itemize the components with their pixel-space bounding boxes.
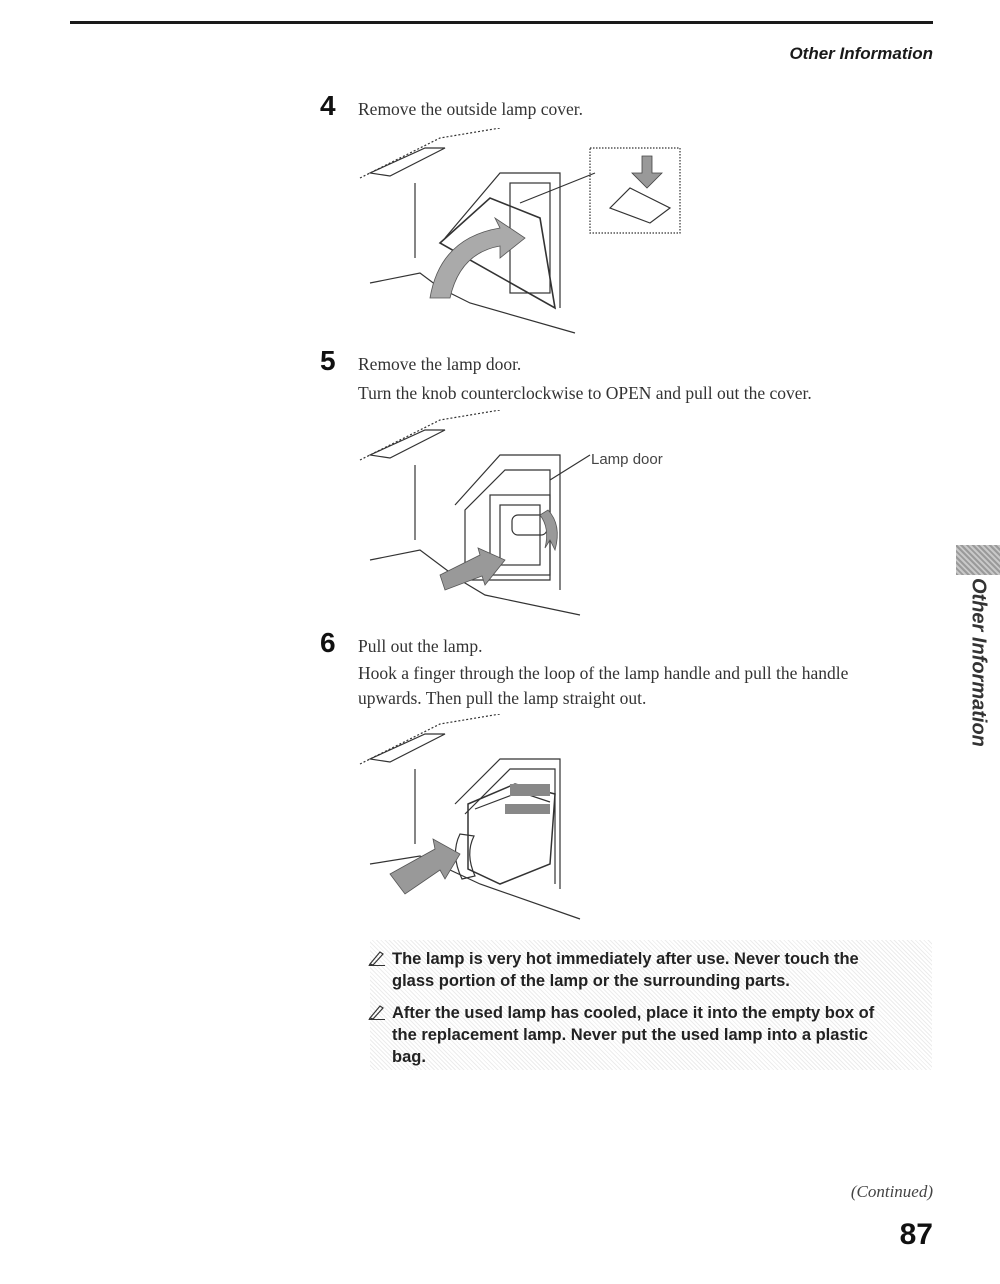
figure-pull-out-lamp xyxy=(350,714,690,944)
section-header: Other Information xyxy=(789,44,933,63)
caution-note-1-line1: The lamp is very hot immediately after use. Never touch the xyxy=(392,950,859,968)
step-6-title: Pull out the lamp. xyxy=(358,636,483,656)
caution-note-2-line2: the replacement lamp. Never put the used lamp into a plastic xyxy=(392,1026,868,1044)
continued-label: (Continued) xyxy=(850,1182,933,1201)
step-5-title: Remove the lamp door. xyxy=(358,354,522,374)
step-6-detail-line2: upwards. Then pull the lamp straight out. xyxy=(358,688,647,708)
step-number-6: 6 xyxy=(320,627,336,658)
step-4-title: Remove the outside lamp cover. xyxy=(358,99,584,119)
figure-lamp-door xyxy=(350,410,690,640)
lamp-door-label: Lamp door xyxy=(591,451,663,468)
step-number-4: 4 xyxy=(320,90,336,121)
caution-note-2-line1: After the used lamp has cooled, place it into the empty box of xyxy=(392,1004,875,1022)
pencil-note-icon xyxy=(368,950,386,966)
caution-note-1 xyxy=(392,948,922,992)
page-number: 87 xyxy=(899,1218,933,1251)
pencil-note-icon xyxy=(368,1004,386,1020)
step-5-detail: Turn the knob counterclockwise to OPEN and pull out the cover. xyxy=(358,383,812,403)
caution-note-1-line2: glass portion of the lamp or the surrounding parts. xyxy=(392,972,790,990)
top-rule xyxy=(70,21,933,24)
caution-note-2 xyxy=(392,1002,922,1068)
step-6-detail-line1: Hook a finger through the loop of the lamp handle and pull the handle xyxy=(358,663,849,683)
side-tab-label: Other Information xyxy=(967,578,990,747)
step-number-5: 5 xyxy=(320,345,336,376)
caution-note-2-line3: bag. xyxy=(392,1048,426,1066)
figure-outside-lamp-cover xyxy=(350,128,690,358)
section-side-tab xyxy=(956,545,1000,575)
